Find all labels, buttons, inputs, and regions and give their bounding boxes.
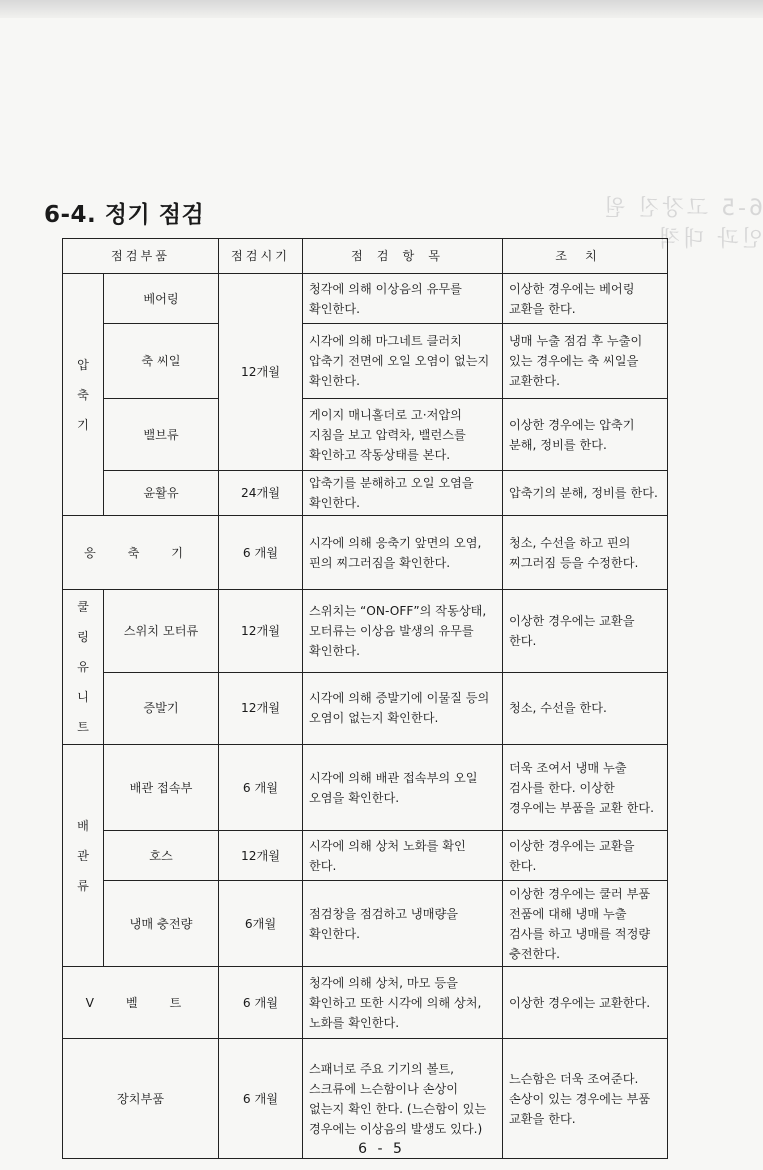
part-cell: 호스 [104, 831, 219, 881]
table-row [63, 590, 668, 673]
group-compressor: 압 축 기 [63, 274, 104, 516]
item-cell: 시각에 의해 응축기 앞면의 오염, 핀의 찌그러짐을 확인한다. [303, 516, 503, 590]
table-row [63, 399, 668, 471]
table-row [63, 831, 668, 881]
action-cell: 청소, 수선을 한다. [503, 672, 668, 744]
item-cell: 시각에 의해 상처 노화를 확인 한다. [303, 831, 503, 881]
action-cell: 이상한 경우에는 교환을 한다. [503, 831, 668, 881]
period-cell: 12개월 [219, 672, 303, 744]
period-cell: 6 개월 [219, 516, 303, 590]
table-row [63, 516, 668, 590]
part-cell: 베어링 [104, 274, 219, 324]
action-cell: 이상한 경우에는 교환한다. [503, 967, 668, 1039]
item-cell: 시각에 의해 배관 접속부의 오일 오염을 확인한다. [303, 745, 503, 831]
item-cell: 시각에 의해 마그네트 클러치 압축기 전면에 오일 오염이 없는지 확인한다. [303, 324, 503, 399]
action-cell: 냉매 누출 점검 후 누출이 있는 경우에는 축 씨일을 교환한다. [503, 324, 668, 399]
table-row [63, 881, 668, 967]
part-cell: 밸브류 [104, 399, 219, 471]
part-cell: 축 씨일 [104, 324, 219, 399]
bleed-through-text: 6-5 고장진 원인과 대책 [601, 196, 763, 252]
period-cell: 12개월 [219, 590, 303, 673]
item-cell: 청각에 의해 이상음의 유무를 확인한다. [303, 274, 503, 324]
action-cell: 더욱 조여서 냉매 누출 검사를 한다. 이상한 경우에는 부품을 교환 한다. [503, 745, 668, 831]
part-cell: 응 축 기 [63, 516, 219, 590]
period-cell: 12개월 [219, 831, 303, 881]
part-cell: 냉매 충전량 [104, 881, 219, 967]
item-cell: 시각에 의해 증발기에 이물질 등의 오염이 없는지 확인한다. [303, 672, 503, 744]
table-row [63, 471, 668, 516]
action-cell: 이상한 경우에는 베어링 교환을 한다. [503, 274, 668, 324]
part-cell: 증발기 [104, 672, 219, 744]
table-header-row [63, 239, 668, 274]
period-cell: 24개월 [219, 471, 303, 516]
header-period: 점검시기 [219, 239, 303, 274]
table-row [63, 274, 668, 324]
section-title: 6-4. 정기 점검 [44, 202, 205, 228]
period-cell: 6 개월 [219, 745, 303, 831]
action-cell: 느슨함은 더욱 조여준다. 손상이 있는 경우에는 부품 교환을 한다. [503, 1039, 668, 1159]
header-item: 점검항목 [303, 239, 503, 274]
table-row [63, 324, 668, 399]
part-cell: V 벨 트 [63, 967, 219, 1039]
header-part: 점검부품 [63, 239, 219, 274]
page-number: 6 - 5 [358, 1141, 405, 1157]
part-cell: 스위치 모터류 [104, 590, 219, 673]
item-cell: 스위치는 “ON-OFF”의 작동상태, 모터류는 이상음 발생의 유무를 확인한다. [303, 590, 503, 673]
action-cell: 압축기의 분해, 정비를 한다. [503, 471, 668, 516]
part-cell: 장치부품 [63, 1039, 219, 1159]
inspection-table [62, 238, 668, 1159]
table-row [63, 672, 668, 744]
table-row [63, 967, 668, 1039]
group-cooling-unit: 쿨 링 유 니 트 [63, 590, 104, 745]
item-cell: 청각에 의해 상처, 마모 등을 확인하고 또한 시각에 의해 상처, 노화를 확인한다. [303, 967, 503, 1039]
part-cell: 배관 접속부 [104, 745, 219, 831]
group-piping: 배 관 류 [63, 745, 104, 967]
item-cell: 스패너로 주요 기기의 볼트, 스크류에 느슨함이나 손상이 없는지 확인 한다. (느슨함이 있는 경우에는 이상음의 발생도 있다.) [303, 1039, 503, 1159]
item-cell: 게이지 매니홀더로 고·저압의 지침을 보고 압력차, 밸런스를 확인하고 작동상태를 본다. [303, 399, 503, 471]
item-cell: 점검창을 점검하고 냉매량을 확인한다. [303, 881, 503, 967]
table-row [63, 745, 668, 831]
header-action: 조치 [503, 239, 668, 274]
period-cell: 6 개월 [219, 967, 303, 1039]
action-cell: 청소, 수선을 하고 핀의 찌그러짐 등을 수정한다. [503, 516, 668, 590]
period-cell: 12개월 [219, 274, 303, 471]
period-cell: 6 개월 [219, 1039, 303, 1159]
action-cell: 이상한 경우에는 쿨러 부품 전품에 대해 냉매 누출 검사를 하고 냉매를 적정량 충전한다. [503, 881, 668, 967]
action-cell: 이상한 경우에는 교환을 한다. [503, 590, 668, 673]
action-cell: 이상한 경우에는 압축기 분해, 정비를 한다. [503, 399, 668, 471]
item-cell: 압축기를 분해하고 오일 오염을 확인한다. [303, 471, 503, 516]
part-cell: 윤활유 [104, 471, 219, 516]
scan-top-edge [0, 0, 763, 18]
period-cell: 6개월 [219, 881, 303, 967]
